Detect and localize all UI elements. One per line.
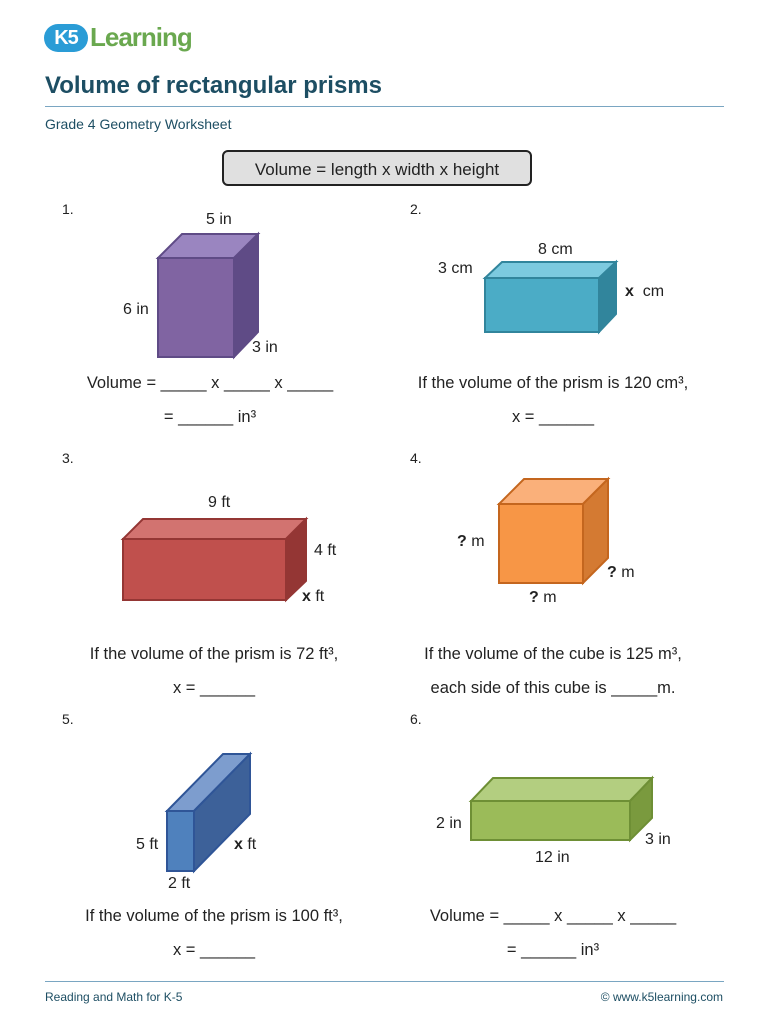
prism-6-green <box>466 773 658 845</box>
problem-4-label-bottom <box>529 589 557 607</box>
problem-2-variable: x <box>625 283 634 300</box>
prism-5-blue <box>162 748 256 876</box>
problem-4-line-2: each side of this cube is _____m. <box>430 679 676 697</box>
problem-3-line-2: x = ______ <box>172 679 256 697</box>
problem-1-label-right: 3 in <box>252 339 278 356</box>
prism-1-purple <box>150 226 266 364</box>
problem-6-number: 6. <box>410 711 422 727</box>
problem-2-unit: cm <box>642 283 665 300</box>
problem-5-label-left: 5 ft <box>136 836 159 853</box>
prism-3-red <box>118 514 312 606</box>
problem-6-line-1: Volume = _____ x _____ x _____ <box>429 907 677 925</box>
problem-3-line-1: If the volume of the prism is 72 ft³, <box>89 645 339 663</box>
problem-2-label-top: 8 cm <box>538 241 573 258</box>
page-subtitle: Grade 4 Geometry Worksheet <box>45 116 232 132</box>
problem-3-unit: ft <box>315 588 325 605</box>
problem-4-right-variable: ? <box>607 564 617 581</box>
problem-2-label-left: 3 cm <box>438 260 473 277</box>
page-title: Volume of rectangular prisms <box>45 72 382 99</box>
problem-3-label-top: 9 ft <box>208 494 231 511</box>
problem-4-label-left <box>457 533 485 551</box>
problem-5-line-1: If the volume of the prism is 100 ft³, <box>85 907 343 925</box>
problem-4-number: 4. <box>410 450 422 466</box>
problem-4-bottom-unit: m <box>543 589 557 606</box>
problem-1-label-top: 5 in <box>206 211 232 228</box>
problem-2-number: 2. <box>410 201 422 217</box>
problem-6-line-2: = ______ in³ <box>506 941 600 959</box>
problem-1-number: 1. <box>62 201 74 217</box>
problem-3-number: 3. <box>62 450 74 466</box>
problem-5-label-bottom: 2 ft <box>168 875 191 892</box>
problem-4-left-unit: m <box>471 533 485 550</box>
problem-1-label-left: 6 in <box>123 301 149 318</box>
problem-4-bottom-variable: ? <box>529 589 539 606</box>
problem-2-label-right <box>625 283 664 301</box>
problem-5-line-2: x = ______ <box>172 941 256 959</box>
problem-2-line-1: If the volume of the prism is 120 cm³, <box>417 374 689 392</box>
header-divider <box>45 106 724 107</box>
problem-4-right-unit: m <box>621 564 635 581</box>
problem-6-label-right: 3 in <box>645 831 671 848</box>
problem-3-label-bottom <box>302 588 324 606</box>
problem-5-variable: x <box>234 836 243 853</box>
problem-4-label-right <box>607 564 635 582</box>
footer-divider <box>45 981 724 982</box>
k5-logo <box>44 14 204 58</box>
problem-4-line-1: If the volume of the cube is 125 m³, <box>424 645 682 663</box>
prism-4-orange-cube <box>494 474 614 588</box>
footer-website-link[interactable]: © www.k5learning.com <box>600 990 723 1004</box>
prism-2-cyan <box>481 258 621 338</box>
footer-left-text: Reading and Math for K-5 <box>45 990 183 1004</box>
problem-5-unit: ft <box>247 836 257 853</box>
problem-6-label-bottom: 12 in <box>535 849 570 866</box>
problem-3-label-right: 4 ft <box>314 542 337 559</box>
logo-wordmark: Learning <box>90 22 192 52</box>
problem-3-variable: x <box>302 588 311 605</box>
logo-badge: K5 <box>44 24 88 52</box>
problem-2-line-2: x = ______ <box>511 408 595 426</box>
problem-1-line-2: = ______ in³ <box>163 408 257 426</box>
problem-5-number: 5. <box>62 711 74 727</box>
problem-6-label-left: 2 in <box>436 815 462 832</box>
formula-box: Volume = length x width x height <box>222 150 532 186</box>
problem-4-left-variable: ? <box>457 533 467 550</box>
problem-5-label-right <box>234 836 256 854</box>
problem-1-line-1: Volume = _____ x _____ x _____ <box>86 374 334 392</box>
